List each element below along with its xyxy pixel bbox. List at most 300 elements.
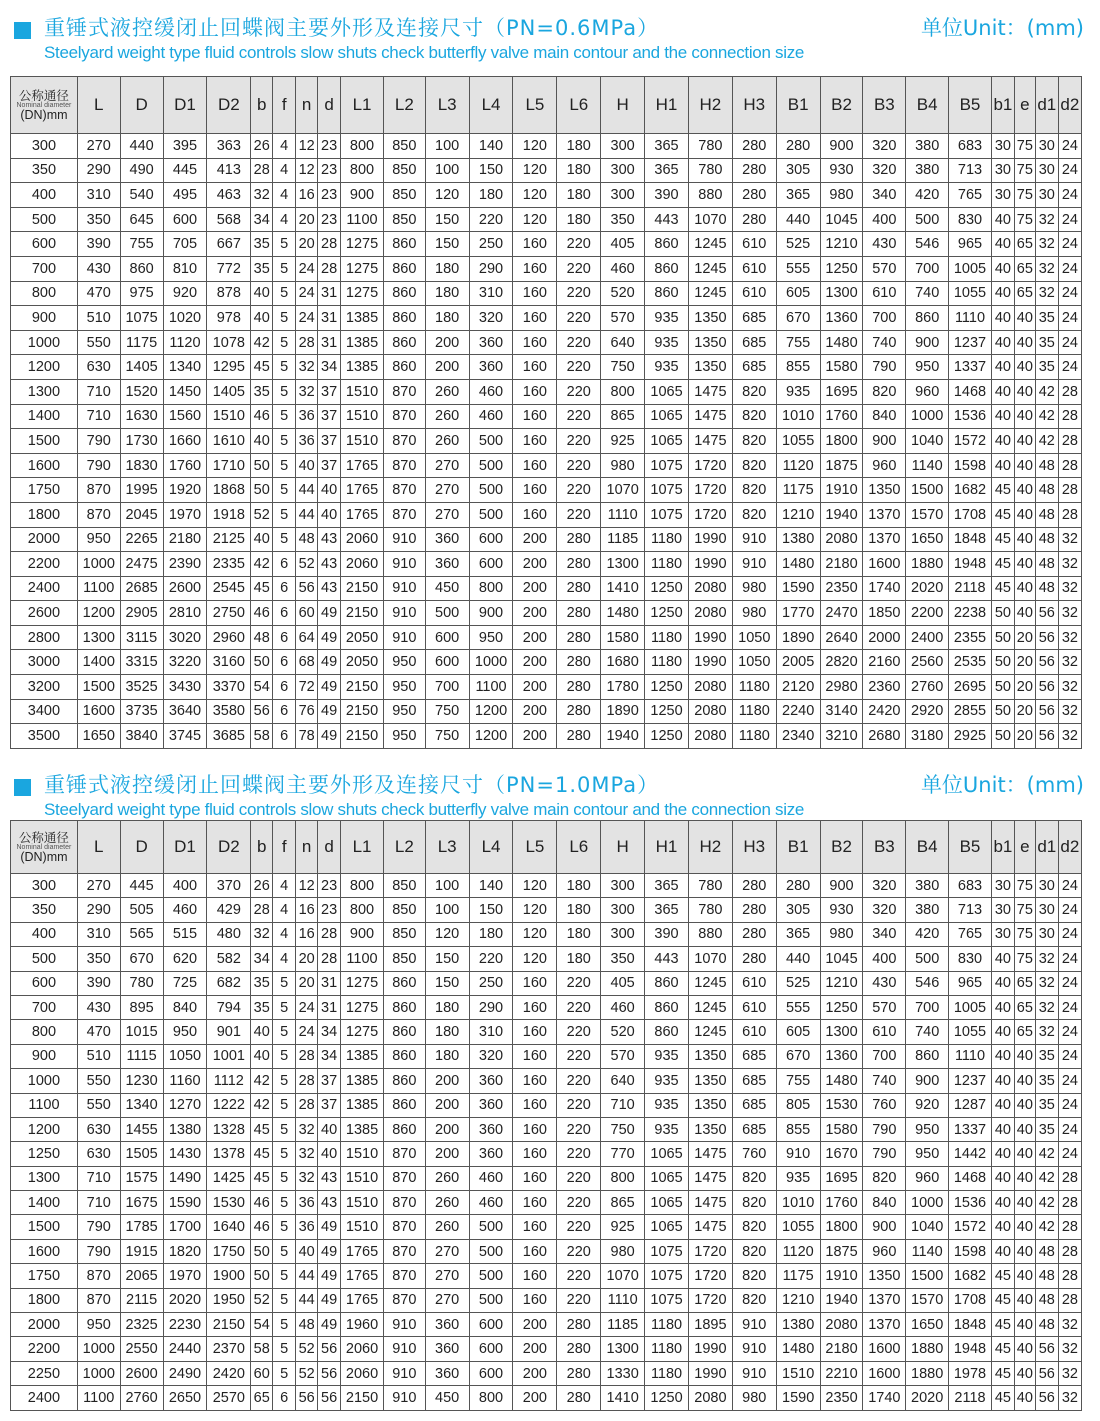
table-cell: 40 [1014,429,1035,454]
table-cell: 40 [991,947,1014,971]
table-cell: 56 [318,1386,341,1410]
header-d2: d2 [1058,821,1081,874]
table-cell: 2045 [120,502,163,527]
table-cell: 5 [273,1191,296,1215]
table-cell: 48 [1035,1288,1058,1312]
header-l3: L3 [425,77,469,134]
table-cell: 35 [251,232,273,257]
table-row [11,675,1082,700]
table-cell: 45 [991,552,1014,577]
table-cell: 710 [601,1093,645,1117]
dn-cell: 1500 [11,1215,78,1239]
table-cell: 32 [1035,232,1058,257]
table-cell: 1475 [688,1142,732,1166]
table-cell: 430 [77,995,120,1019]
table-cell: 1560 [163,404,207,429]
table-cell: 1995 [120,478,163,503]
table-cell: 790 [77,453,120,478]
table-cell: 200 [513,1386,557,1410]
table-cell: 1078 [207,330,251,355]
table-cell: 605 [776,1020,820,1044]
table-cell: 683 [949,874,992,898]
table-cell: 50 [251,650,273,675]
table-cell: 320 [863,898,906,922]
table-cell: 900 [863,429,906,454]
table-cell: 28 [296,330,318,355]
table-cell: 5 [273,1142,296,1166]
table-cell: 1475 [688,1215,732,1239]
table-cell: 200 [513,576,557,601]
table-cell: 160 [513,1264,557,1288]
table-cell: 16 [296,898,318,922]
table-cell: 1890 [776,625,820,650]
table-cell: 30 [991,922,1014,946]
table-cell: 380 [906,874,949,898]
dn-cell: 350 [11,898,78,922]
table-cell: 5 [273,1264,296,1288]
table-cell: 48 [1035,1239,1058,1263]
table-cell: 40 [1014,1313,1035,1337]
table-cell: 160 [513,429,557,454]
table-cell: 685 [732,306,776,331]
table-cell: 460 [163,898,207,922]
table-cell: 120 [513,207,557,232]
table-cell: 1275 [341,256,384,281]
table-cell: 2960 [207,625,251,650]
table-cell: 685 [732,330,776,355]
table-cell: 280 [557,650,601,675]
table-row [11,724,1082,749]
table-cell: 1237 [949,1069,992,1093]
table-cell: 1180 [645,1361,689,1385]
table-cell: 40 [251,429,273,454]
table-cell: 895 [120,995,163,1019]
table-cell: 470 [77,281,120,306]
table-cell: 65 [1014,232,1035,257]
table-cell: 44 [296,1264,318,1288]
table-cell: 220 [557,1142,601,1166]
table-cell: 860 [383,306,425,331]
table-cell: 20 [296,207,318,232]
table-cell: 49 [318,1239,341,1263]
table-cell: 1180 [732,675,776,700]
table-cell: 40 [1014,1337,1035,1361]
table-row [11,625,1082,650]
table-cell: 120 [425,183,469,208]
table-cell: 40 [991,995,1014,1019]
table-cell: 1820 [163,1239,207,1263]
table-cell: 440 [120,134,163,159]
table-cell: 1410 [601,576,645,601]
table-cell: 23 [318,134,341,159]
table-cell: 800 [341,158,384,183]
table-cell: 160 [513,281,557,306]
table-cell: 35 [251,256,273,281]
table-cell: 363 [207,134,251,159]
table-cell: 935 [645,330,689,355]
table-cell: 260 [425,404,469,429]
table-cell: 1510 [207,404,251,429]
unit-label: 单位Unit：(mm) [920,16,1084,40]
table-cell: 1920 [163,478,207,503]
table-cell: 1275 [341,281,384,306]
table-cell: 34 [318,355,341,380]
table-cell: 568 [207,207,251,232]
table-cell: 5 [273,1044,296,1068]
table-cell: 56 [1035,699,1058,724]
table-cell: 5 [273,995,296,1019]
table-cell: 1210 [820,232,863,257]
table-cell: 550 [77,330,120,355]
table-cell: 40 [296,1239,318,1263]
table-cell: 820 [863,379,906,404]
table-row [11,330,1082,355]
table-cell: 2120 [776,675,820,700]
table-cell: 2150 [341,576,384,601]
table-cell: 24 [1058,995,1081,1019]
header-l4: L4 [469,821,513,874]
table-row [11,922,1082,946]
table-cell: 4 [273,898,296,922]
table-cell: 600 [469,552,513,577]
table-cell: 1720 [688,1239,732,1263]
header-h1: H1 [645,821,689,874]
table-cell: 34 [251,207,273,232]
table-cell: 180 [425,995,469,1019]
table-cell: 24 [1058,281,1081,306]
table-cell: 48 [1035,1313,1058,1337]
table-cell: 500 [906,207,949,232]
table-cell: 48 [251,625,273,650]
table-row [11,1239,1082,1263]
table-cell: 600 [469,1313,513,1337]
table-cell: 1360 [820,306,863,331]
table-cell: 20 [1014,650,1035,675]
table-cell: 670 [776,306,820,331]
table-cell: 40 [991,1142,1014,1166]
table-cell: 1070 [688,207,732,232]
table-cell: 5 [273,1239,296,1263]
table-cell: 1210 [776,1288,820,1312]
dn-cell: 350 [11,158,78,183]
table-cell: 6 [273,650,296,675]
table-cell: 220 [557,1239,601,1263]
table-cell: 350 [601,207,645,232]
table-cell: 1055 [776,429,820,454]
table-cell: 32 [296,1166,318,1190]
table-cell: 52 [251,502,273,527]
table-cell: 340 [863,922,906,946]
table-cell: 49 [318,675,341,700]
table-cell: 54 [251,1313,273,1337]
table-cell: 600 [425,650,469,675]
table-cell: 850 [383,183,425,208]
table-cell: 270 [425,453,469,478]
table-cell: 820 [732,1288,776,1312]
table-cell: 24 [1058,183,1081,208]
table-cell: 35 [1035,330,1058,355]
table-cell: 975 [120,281,163,306]
table-cell: 220 [557,502,601,527]
table-cell: 645 [120,207,163,232]
table-cell: 935 [645,355,689,380]
table-cell: 40 [991,256,1014,281]
table-cell: 930 [820,898,863,922]
table-cell: 36 [296,429,318,454]
table-cell: 160 [513,1191,557,1215]
table-cell: 40 [1014,1361,1035,1385]
table-row [11,1288,1082,1312]
header-b4: B4 [906,821,949,874]
table-cell: 160 [513,1093,557,1117]
header-dn-mm: (DN)mm [20,849,68,864]
table-cell: 610 [863,281,906,306]
table-cell: 100 [425,898,469,922]
table-cell: 43 [318,576,341,601]
table-cell: 24 [1058,1142,1081,1166]
table-cell: 30 [1035,898,1058,922]
table-cell: 1708 [949,1288,992,1312]
table-cell: 32 [1058,699,1081,724]
table-cell: 1340 [163,355,207,380]
table-body [11,874,1082,1411]
table-cell: 870 [383,1191,425,1215]
header-h2: H2 [688,77,732,134]
table-cell: 1210 [820,971,863,995]
table-cell: 200 [425,1142,469,1166]
table-cell: 1385 [341,330,384,355]
table-cell: 1505 [120,1142,163,1166]
table-cell: 1410 [601,1386,645,1410]
table-cell: 1250 [645,601,689,626]
table-cell: 935 [645,1044,689,1068]
table-cell: 150 [469,158,513,183]
table-cell: 1918 [207,502,251,527]
table-cell: 40 [991,1044,1014,1068]
table-cell: 40 [991,1239,1014,1263]
header-b5: B5 [949,821,992,874]
table-cell: 65 [1014,995,1035,1019]
table-cell: 360 [469,1069,513,1093]
table-cell: 24 [296,1020,318,1044]
table-cell: 463 [207,183,251,208]
table-cell: 5 [273,232,296,257]
table-cell: 2905 [120,601,163,626]
table-cell: 860 [383,256,425,281]
table-cell: 200 [513,724,557,749]
table-cell: 1070 [601,478,645,503]
table-cell: 5 [273,1215,296,1239]
table-cell: 1015 [120,1020,163,1044]
table-cell: 395 [163,134,207,159]
table-cell: 500 [469,1239,513,1263]
table-cell: 910 [383,1386,425,1410]
table-cell: 1275 [341,971,384,995]
table-cell: 45 [991,1337,1014,1361]
table-cell: 1590 [776,576,820,601]
table-cell: 430 [77,256,120,281]
table-cell: 820 [863,1166,906,1190]
table-cell: 390 [77,232,120,257]
header-dn-cn: 公称通径 [18,830,69,845]
table-cell: 1385 [341,355,384,380]
table-cell: 2060 [341,552,384,577]
dn-cell: 600 [11,971,78,995]
table-cell: 1848 [949,1313,992,1337]
table-cell: 2550 [120,1337,163,1361]
table-cell: 37 [318,404,341,429]
table-cell: 180 [425,1020,469,1044]
table-cell: 50 [251,453,273,478]
table-cell: 1720 [688,502,732,527]
table-cell: 1580 [820,1117,863,1141]
table-cell: 1990 [688,650,732,675]
table-cell: 280 [557,699,601,724]
table-cell: 1948 [949,552,992,577]
table-cell: 950 [383,650,425,675]
table-cell: 35 [1035,1093,1058,1117]
header-f: f [273,821,296,874]
table-cell: 150 [425,232,469,257]
table-cell: 935 [645,1069,689,1093]
table-cell: 1112 [207,1069,251,1093]
header-l5: L5 [513,821,557,874]
table-cell: 1880 [906,1361,949,1385]
table-cell: 280 [557,601,601,626]
table-cell: 1065 [645,1142,689,1166]
table-cell: 3525 [120,675,163,700]
table-cell: 4 [273,947,296,971]
header-l2: L2 [383,77,425,134]
table-cell: 350 [77,207,120,232]
table-cell: 49 [318,699,341,724]
table-cell: 2680 [863,724,906,749]
table-cell: 400 [863,207,906,232]
table-cell: 1250 [645,724,689,749]
table-cell: 1300 [601,1337,645,1361]
table-cell: 870 [383,1239,425,1263]
table-cell: 40 [991,379,1014,404]
table-cell: 950 [906,1117,949,1141]
table-cell: 28 [1058,404,1081,429]
table-row [11,601,1082,626]
table-cell: 1630 [120,404,163,429]
table-cell: 24 [1058,134,1081,159]
table-cell: 1370 [863,1288,906,1312]
table-cell: 685 [732,1069,776,1093]
table-cell: 30 [991,134,1014,159]
table-cell: 460 [469,404,513,429]
table-cell: 445 [120,874,163,898]
table-cell: 5 [273,1313,296,1337]
table-cell: 460 [469,1166,513,1190]
table-cell: 2210 [820,1361,863,1385]
table-cell: 555 [776,995,820,1019]
table-row [11,158,1082,183]
table-cell: 42 [1035,1166,1058,1190]
table-cell: 910 [383,1337,425,1361]
table-cell: 770 [601,1142,645,1166]
table-cell: 200 [425,355,469,380]
table-cell: 750 [601,1117,645,1141]
table-cell: 610 [732,256,776,281]
table-cell: 1070 [601,1264,645,1288]
table-cell: 50 [991,625,1014,650]
header-d: d [318,821,341,874]
table-cell: 1600 [863,552,906,577]
table-cell: 42 [1035,429,1058,454]
table-cell: 880 [688,183,732,208]
table-cell: 49 [318,625,341,650]
table-cell: 700 [906,256,949,281]
table-cell: 200 [425,1117,469,1141]
dn-cell: 800 [11,1020,78,1044]
table-cell: 24 [1058,1069,1081,1093]
table-cell: 76 [296,699,318,724]
table-cell: 700 [863,306,906,331]
header-d2: d2 [1058,77,1081,134]
table-cell: 1120 [163,330,207,355]
table-cell: 390 [645,183,689,208]
table-cell: 43 [318,527,341,552]
table-cell: 3020 [163,625,207,650]
table-cell: 31 [318,281,341,306]
table-cell: 32 [1058,650,1081,675]
table-cell: 980 [601,453,645,478]
table-cell: 1180 [645,1337,689,1361]
table-cell: 160 [513,995,557,1019]
table-cell: 49 [318,1264,341,1288]
table-cell: 740 [863,1069,906,1093]
table-cell: 2560 [906,650,949,675]
table-cell: 32 [1058,552,1081,577]
table-cell: 160 [513,355,557,380]
table-cell: 1850 [863,601,906,626]
table-cell: 1536 [949,1191,992,1215]
table-cell: 50 [251,1239,273,1263]
table-cell: 1970 [163,502,207,527]
table-cell: 160 [513,330,557,355]
table-cell: 860 [383,1069,425,1093]
table-cell: 2080 [688,724,732,749]
table-cell: 1140 [906,1239,949,1263]
table-cell: 1536 [949,404,992,429]
table-cell: 48 [1035,502,1058,527]
table-cell: 710 [77,404,120,429]
table-cell: 23 [318,874,341,898]
table-cell: 1468 [949,379,992,404]
table-cell: 870 [77,1264,120,1288]
table-row [11,576,1082,601]
table-cell: 1590 [163,1191,207,1215]
table-cell: 32 [1058,625,1081,650]
table-cell: 75 [1014,874,1035,898]
table-cell: 950 [383,699,425,724]
dn-cell: 1500 [11,429,78,454]
table-cell: 1868 [207,478,251,503]
table-cell: 32 [1035,995,1058,1019]
table-cell: 860 [645,995,689,1019]
table-cell: 40 [991,1117,1014,1141]
dn-cell: 2200 [11,1337,78,1361]
table-cell: 220 [557,256,601,281]
table-cell: 870 [77,478,120,503]
table-cell: 220 [557,1093,601,1117]
table-cell: 40 [991,1191,1014,1215]
table-cell: 2020 [163,1288,207,1312]
header-d: D [120,821,163,874]
table-cell: 1380 [776,527,820,552]
